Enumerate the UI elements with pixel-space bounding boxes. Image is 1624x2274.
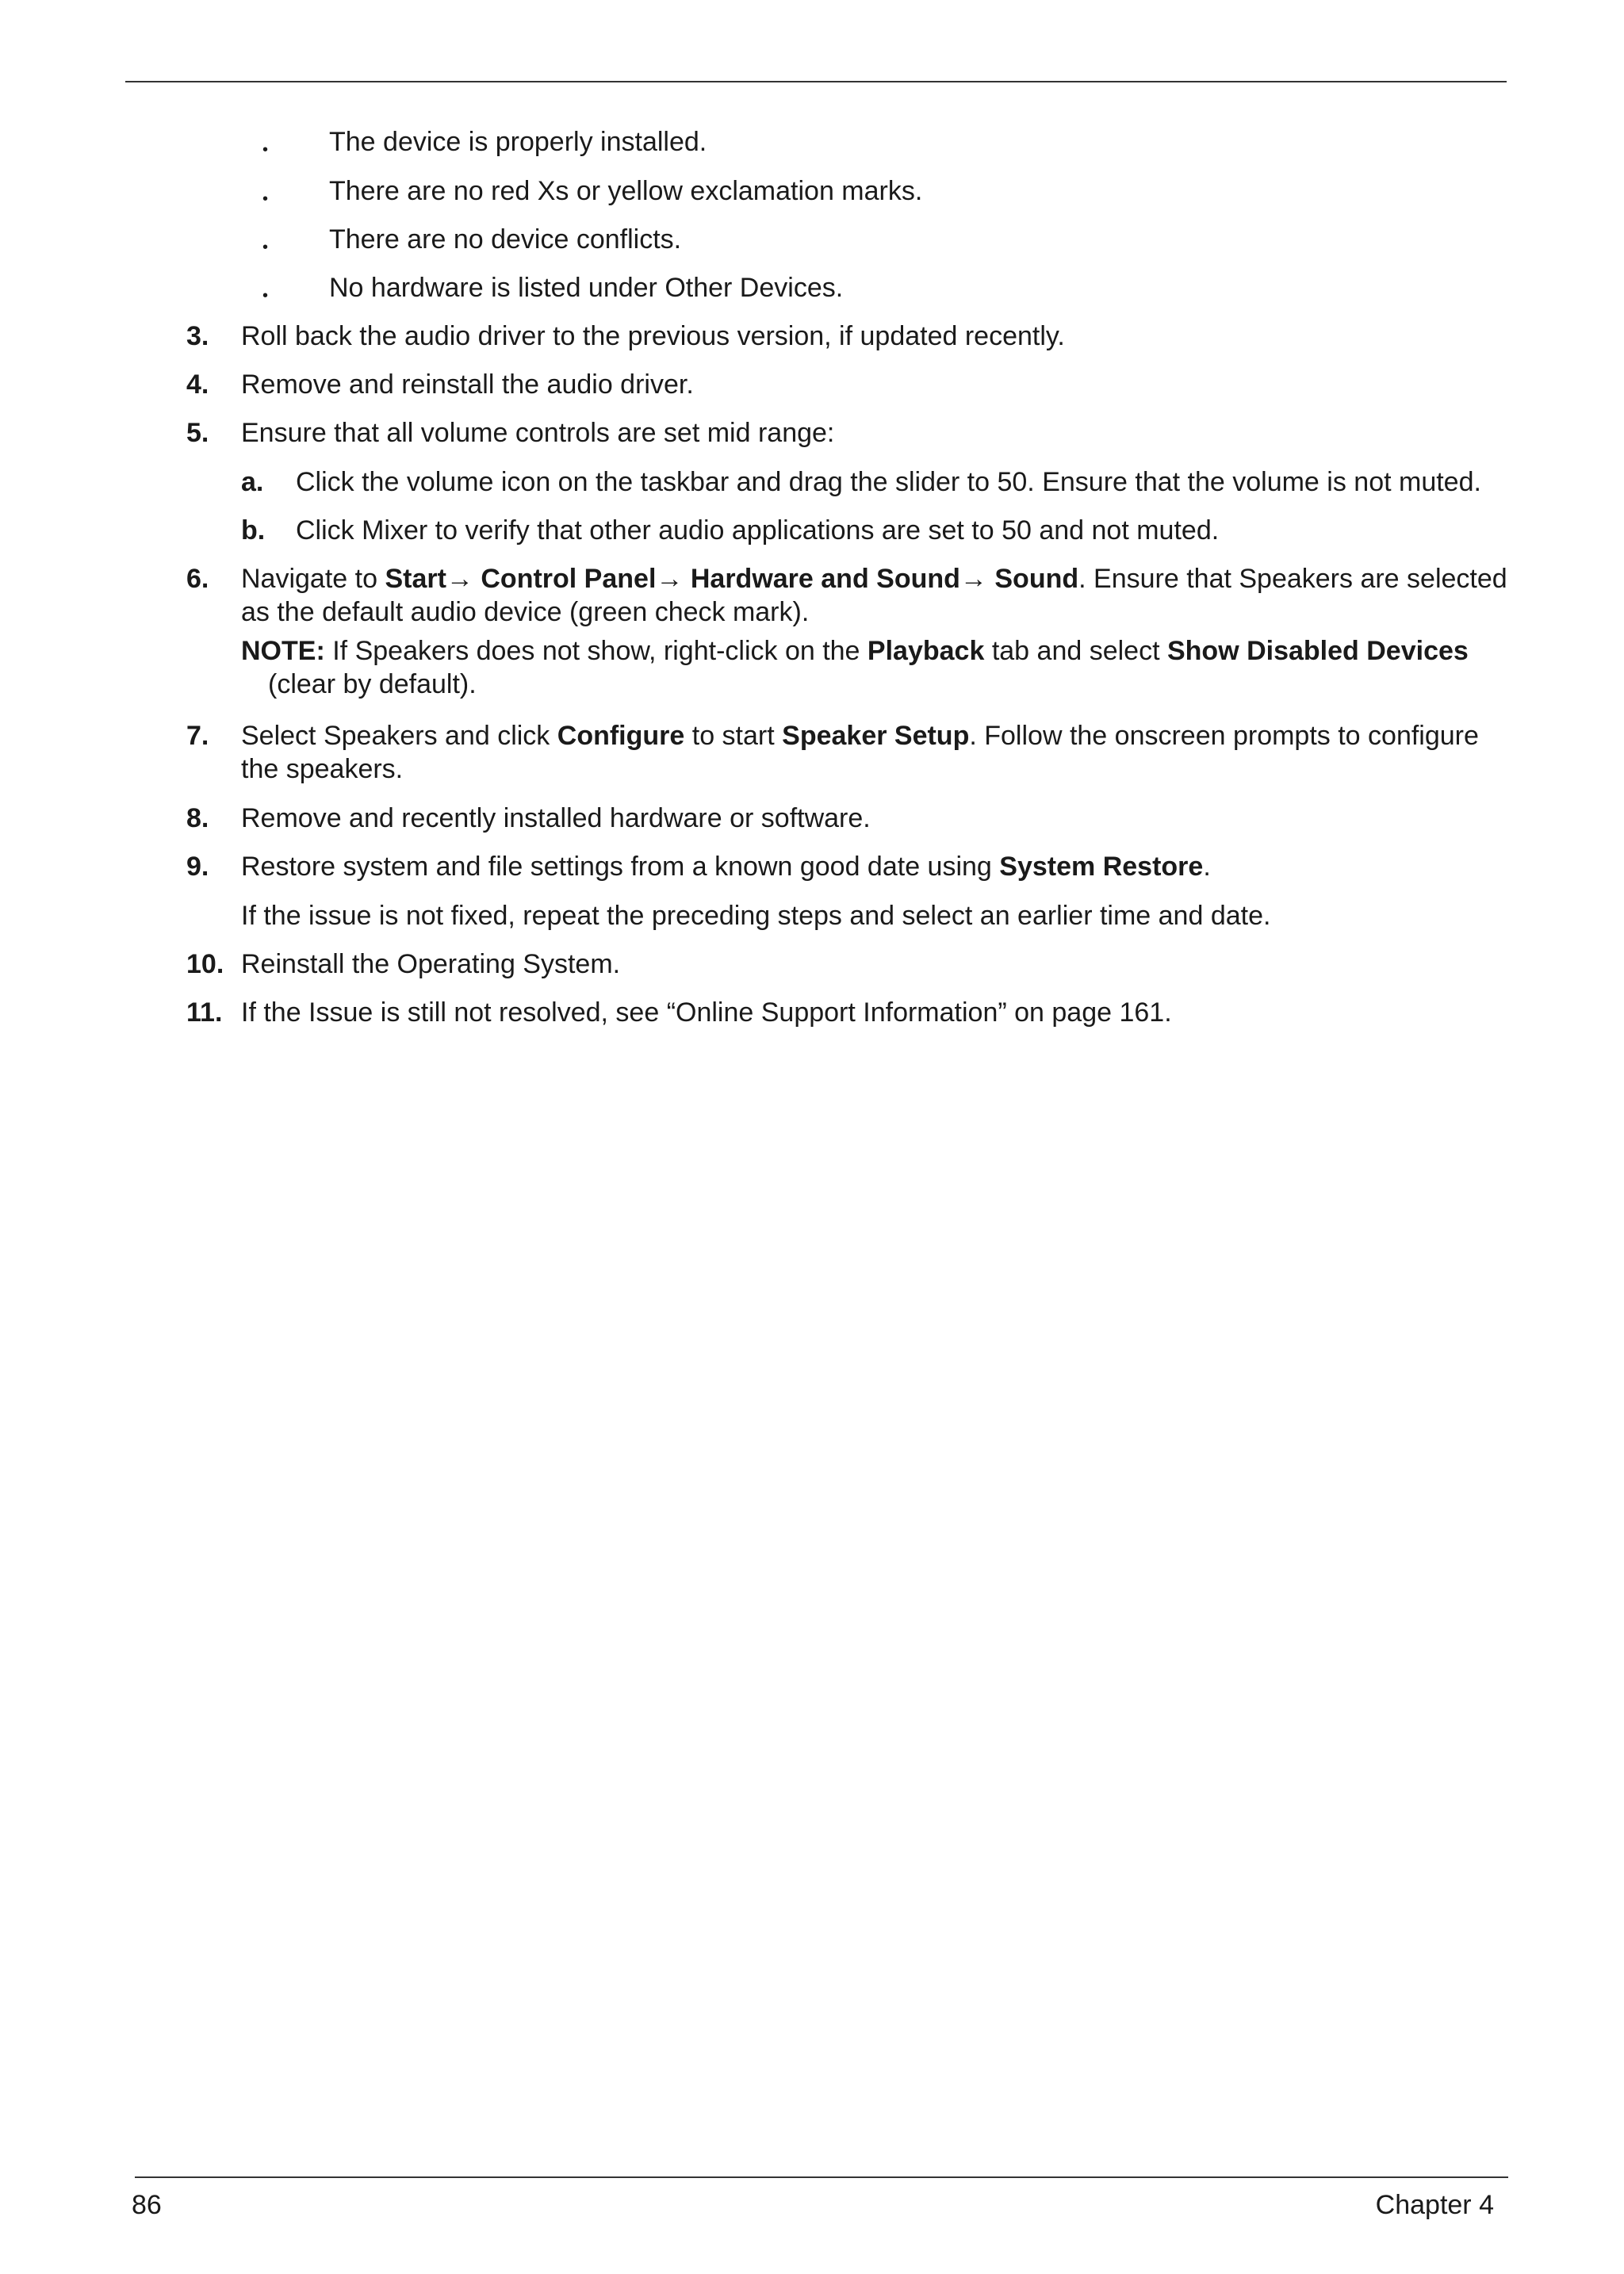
step-number: 4. — [186, 369, 209, 400]
step-text: If the Issue is still not resolved, see “Online Support Information” on page 161. — [241, 997, 1172, 1028]
step-number: 9. — [186, 852, 209, 882]
bullet-item: There are no red Xs or yellow exclamation marks. — [329, 176, 923, 206]
bullet-item: No hardware is listed under Other Devices. — [329, 273, 844, 303]
note-label: NOTE: — [241, 636, 325, 666]
note: NOTE: If Speakers does not show, right-click on the Playback tab and select Show Disabled Devices — [241, 636, 1469, 666]
step-number: 6. — [186, 564, 209, 594]
header-rule — [125, 81, 1507, 82]
step-text: Restore system and file settings from a known good date using System Restore. — [241, 852, 1211, 882]
bullet-dot-icon: • — [262, 239, 269, 256]
step-text: Ensure that all volume controls are set mid range: — [241, 418, 835, 448]
bullet-item: There are no device conflicts. — [329, 224, 682, 255]
bullet-dot-icon: • — [262, 141, 269, 159]
bullet-item: The device is properly installed. — [329, 127, 707, 157]
playback-tab-name: Playback — [867, 636, 985, 666]
menu-path-control-panel: Control Panel — [481, 564, 657, 594]
page-number: 86 — [132, 2190, 162, 2220]
step-number: 5. — [186, 418, 209, 448]
substep-text: Click Mixer to verify that other audio applications are set to 50 and not muted. — [296, 515, 1220, 546]
step-text: Navigate to Start→ Control Panel→ Hardware and Sound→ Sound. Ensure that Speakers are selected — [241, 564, 1507, 594]
arrow-icon: → — [959, 564, 995, 594]
chapter-label: Chapter 4 — [1375, 2190, 1494, 2220]
substep-letter: b. — [241, 515, 266, 546]
configure-name: Configure — [557, 721, 685, 751]
bullet-dot-icon: • — [262, 287, 269, 304]
speaker-setup-name: Speaker Setup — [782, 721, 970, 751]
step-number: 10. — [186, 949, 224, 979]
step-text-continuation: the speakers. — [241, 754, 404, 784]
step-paragraph: If the issue is not fixed, repeat the preceding steps and select an earlier time and date. — [241, 901, 1271, 931]
step-number: 3. — [186, 321, 209, 351]
footer-rule — [135, 2176, 1508, 2178]
bullet-dot-icon: • — [262, 190, 269, 208]
system-restore-name: System Restore — [999, 852, 1204, 882]
substep-letter: a. — [241, 467, 264, 497]
step-text-continuation: as the default audio device (green check mark). — [241, 597, 810, 627]
show-disabled-devices-name: Show Disabled Devices — [1166, 636, 1469, 666]
arrow-icon: → — [656, 564, 691, 594]
menu-path-hardware-sound: Hardware and Sound — [690, 564, 960, 594]
arrow-icon: → — [446, 564, 481, 594]
step-number: 8. — [186, 803, 209, 833]
note-continuation: (clear by default). — [268, 669, 477, 699]
step-text: Remove and reinstall the audio driver. — [241, 369, 694, 400]
substep-text: Click the volume icon on the taskbar and drag the slider to 50. Ensure that the volume is not muted. — [296, 467, 1481, 497]
step-text: Reinstall the Operating System. — [241, 949, 621, 979]
step-text: Select Speakers and click Configure to start Speaker Setup. Follow the onscreen prompts to configure — [241, 721, 1479, 751]
step-number: 7. — [186, 721, 209, 751]
step-number: 11. — [186, 997, 223, 1028]
step-text: Remove and recently installed hardware or software. — [241, 803, 871, 833]
menu-path-start: Start — [385, 564, 446, 594]
menu-path-sound: Sound — [994, 564, 1079, 594]
step-text: Roll back the audio driver to the previous version, if updated recently. — [241, 321, 1065, 351]
